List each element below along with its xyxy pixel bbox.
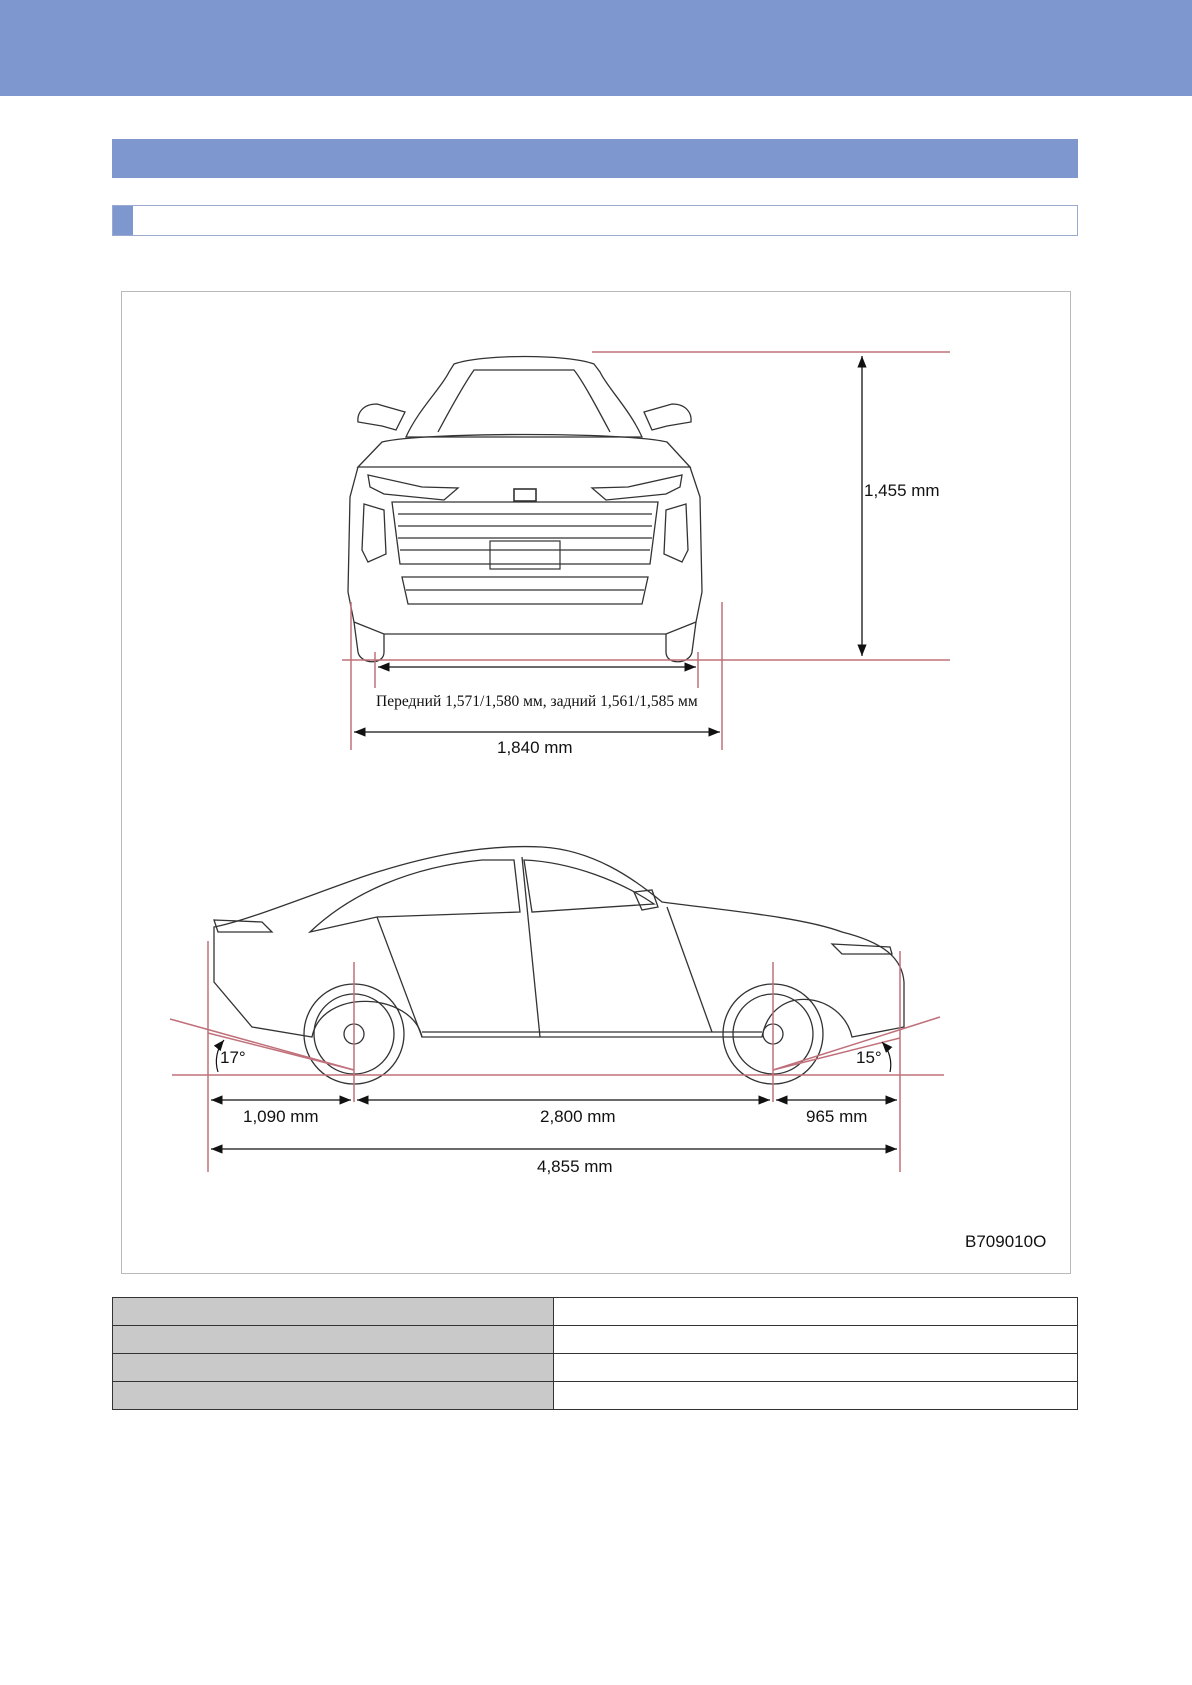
subsection-marker: [113, 206, 133, 235]
subsection-title-bar: [112, 205, 1078, 236]
front-view-car: [348, 357, 702, 662]
page-header-banner: [0, 0, 1192, 96]
height-label: 1,455 mm: [864, 481, 940, 500]
spec-label: [113, 1298, 554, 1326]
front-overhang-label: 965 mm: [806, 1107, 868, 1126]
table-row: [113, 1354, 1078, 1382]
front-view-dimension-arrows: [354, 356, 862, 732]
section-title-bar: [112, 139, 1078, 178]
width-label: 1,840 mm: [497, 738, 573, 757]
figure-code: B709010O: [965, 1232, 1047, 1251]
angle-arcs: [216, 1040, 890, 1072]
table-row: [113, 1382, 1078, 1410]
spec-label: [113, 1326, 554, 1354]
spec-label: [113, 1382, 554, 1410]
departure-angle-label: 15°: [856, 1048, 882, 1067]
spec-value: [554, 1298, 1078, 1326]
side-view-car: [214, 847, 904, 1084]
wheelbase-label: 2,800 mm: [540, 1107, 616, 1126]
track-label: Передний 1,571/1,580 мм, задний 1,561/1,585 мм: [376, 693, 698, 710]
spec-value: [554, 1354, 1078, 1382]
spec-value: [554, 1326, 1078, 1354]
vehicle-dimensions-figure: [121, 291, 1071, 1274]
approach-angle-label: 17°: [220, 1048, 246, 1067]
specifications-table: [112, 1297, 1078, 1410]
table-row: [113, 1326, 1078, 1354]
side-view-dimension-lines: [170, 941, 944, 1172]
dimensions-drawing: [122, 292, 1070, 1273]
spec-value: [554, 1382, 1078, 1410]
length-label: 4,855 mm: [537, 1157, 613, 1176]
table-row: [113, 1298, 1078, 1326]
spec-label: [113, 1354, 554, 1382]
rear-overhang-label: 1,090 mm: [243, 1107, 319, 1126]
